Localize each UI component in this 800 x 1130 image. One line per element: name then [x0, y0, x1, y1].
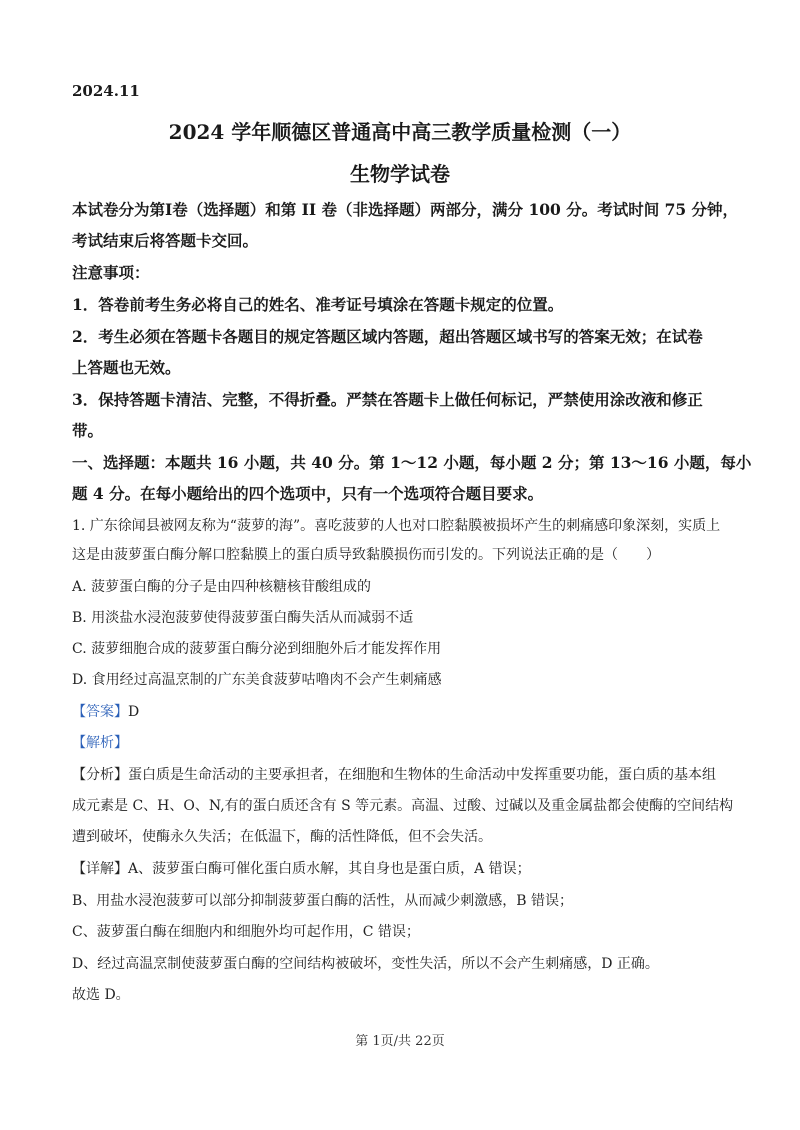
exam-date: 2024.11 [72, 82, 140, 100]
analysis-tag: 【解析】 [72, 735, 128, 751]
notes-item-1: 1．答卷前考生务必将自己的姓名、准考证号填涂在答题卡规定的位置。 [72, 295, 564, 314]
section-1-line-2: 题 4 分。在每小题给出的四个选项中，只有一个选项符合题目要求。 [72, 484, 544, 503]
option-b: B. 用淡盐水浸泡菠萝使得菠萝蛋白酶失活从而减弱不适 [72, 610, 414, 626]
conclusion-line: 故选 D。 [72, 987, 130, 1003]
option-c: C. 菠萝细胞合成的菠萝蛋白酶分泌到细胞外后才能发挥作用 [72, 641, 442, 657]
xiangjie-text-a: A、菠萝蛋白酶可催化蛋白质水解，其自身也是蛋白质，A 错误； [128, 861, 531, 877]
notes-item-3-line-2: 带。 [72, 421, 104, 440]
xiangjie-tag: 【详解】 [72, 861, 128, 877]
fenxi-line-1 [72, 764, 716, 784]
notes-item-3-line-1: 3．保持答题卡清洁、完整，不得折叠。严禁在答题卡上做任何标记，严禁使用涂改液和修正 [72, 390, 703, 409]
option-d: D. 食用经过高温烹制的广东美食菠萝咕噜肉不会产生刺痛感 [72, 672, 442, 688]
question-1-stem-line-1: 1. 广东徐闻县被网友称为“菠萝的海”。喜吃菠萝的人也对口腔黏膜被损坏产生的刺痛感印象深刻，实质上 [72, 518, 721, 534]
answer-tag: 【答案】 [72, 704, 128, 720]
page-footer: 第 1页/共 22页 [355, 1034, 445, 1049]
notes-item-2-line-2: 上答题也无效。 [72, 358, 181, 377]
notes-item-2-line-1: 2．考生必须在答题卡各题目的规定答题区域内答题，超出答题区域书写的答案无效；在试卷 [72, 327, 703, 346]
xiangjie-line-c: C、菠萝蛋白酶在细胞内和细胞外均可起作用，C 错误； [72, 924, 420, 940]
analysis-line [72, 732, 128, 752]
exam-subtitle: 生物学试卷 [350, 162, 450, 186]
xiangjie-line-a [72, 858, 531, 878]
fenxi-line-2: 成元素是 C、H、O、N,有的蛋白质还含有 S 等元素。高温、过酸、过碱以及重金属盐都会使酶的空间结构 [72, 798, 734, 814]
answer-line [72, 701, 139, 721]
xiangjie-line-d: D、经过高温烹制使菠萝蛋白酶的空间结构被破坏，变性失活，所以不会产生刺痛感，D 正确。 [72, 956, 659, 972]
question-1-stem-line-2: 这是由菠萝蛋白酶分解口腔黏膜上的蛋白质导致黏膜损伤而引发的。下列说法正确的是（ ） [72, 547, 660, 563]
notes-heading: 注意事项： [72, 263, 150, 282]
fenxi-tag: 【分析】 [72, 767, 128, 783]
xiangjie-line-b: B、用盐水浸泡菠萝可以部分抑制菠萝蛋白酶的活性，从而减少刺激感，B 错误； [72, 893, 574, 909]
answer-value: D [128, 704, 140, 720]
intro-line-2: 考试结束后将答题卡交回。 [72, 231, 259, 250]
exam-title: 2024 学年顺德区普通高中高三教学质量检测（一） [168, 120, 632, 144]
section-1-line-1: 一、选择题：本题共 16 小题，共 40 分。第 1～12 小题，每小题 2 分；第 13～16 小题，每小 [72, 453, 752, 472]
option-a: A. 菠萝蛋白酶的分子是由四种核糖核苷酸组成的 [72, 579, 372, 595]
fenxi-text-1: 蛋白质是生命活动的主要承担者，在细胞和生物体的生命活动中发挥重要功能，蛋白质的基本组 [128, 767, 716, 783]
fenxi-line-3: 遭到破坏，使酶永久失活；在低温下，酶的活性降低，但不会失活。 [72, 829, 492, 845]
intro-line-1: 本试卷分为第Ⅰ卷（选择题）和第 II 卷（非选择题）两部分，满分 100 分。考试时间 75 分钟， [72, 200, 739, 219]
